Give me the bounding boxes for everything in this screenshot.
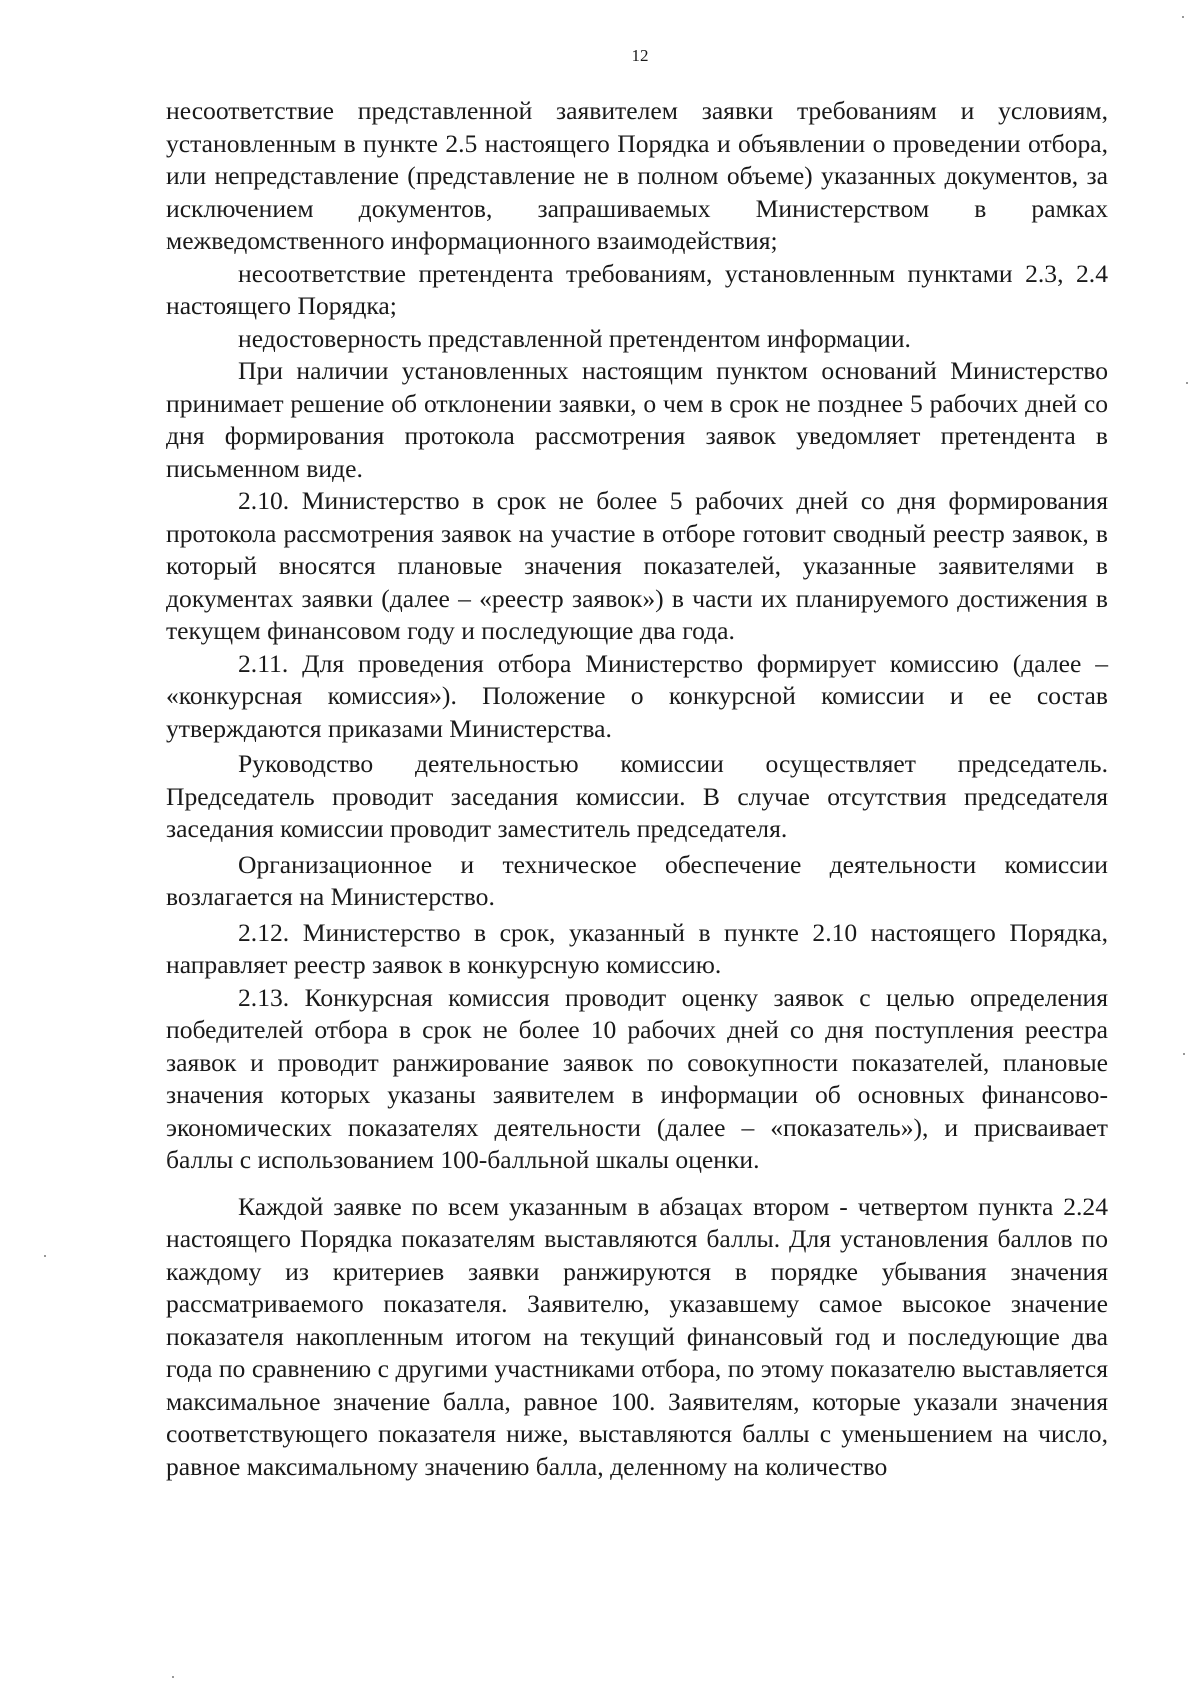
paragraph-support: Организационное и техническое обеспечение деятельности комиссии возлагается на Министерство. <box>166 849 1108 911</box>
paragraph-unreliability: недостоверность представленной претендентом информации. <box>238 323 911 353</box>
scan-speck <box>1182 16 1184 18</box>
paragraph-chairman: Руководство деятельностью комиссии осуществляет председатель. Председатель проводит заседания комиссии. В случае отсутствия председателя заседания комиссии проводит заместитель председателя. <box>166 749 1108 843</box>
scan-speck <box>172 1676 174 1678</box>
paragraph-rejection: При наличии установленных настоящим пунктом оснований Министерство принимает решение об отклонении заявки, о чем в срок не позднее 5 рабочих дней со дня формирования протокола рассмотрения заявок уведомляет претендента в письменном виде. <box>166 356 1108 483</box>
paragraph-nonconformity-application: несоответствие представленной заявителем заявки требованиям и условиям, установленным в пункте 2.5 настоящего Порядка и объявлении о проведении отбора, или непредставление (представление не в полном объеме) указанных документов, за исключением документов, запрашиваемых Министерством в рамках межведомственного информационного взаимодействия; <box>166 96 1108 255</box>
paragraph-scoring: Каждой заявке по всем указанным в абзацах втором - четвертом пункта 2.24 настоящего Порядка показателям выставляются баллы. Для установления баллов по каждому из критериев заявки ранжируются в порядке убывания значения рассматриваемого показателя. Заявителю, указавшему самое высокое значение показателя накопленным итогом на текущий финансовый год и последующие два года по сравнению с другими участниками отбора, по этому показателю выставляется максимальное значение балла, равное 100. Заявителям, которые указали значения соответствующего показателя ниже, выставляются баллы с уменьшением на число, равное максимальному значению балла, деленному на количество <box>166 1191 1108 1481</box>
page-number: 12 <box>631 46 649 65</box>
paragraph-2-13: 2.13. Конкурсная комиссия проводит оценку заявок с целью определения победителей отбора в срок не более 10 рабочих дней со дня поступления реестра заявок и проводит ранжирование заявок по совокупности показателей, плановые значения которых указаны заявителем в информации об основных финансово-экономических показателях деятельности (далее – «показатель»), и присваивает баллы с использованием 100-балльной шкалы оценки. <box>166 982 1108 1174</box>
paragraph-nonconformity-applicant: несоответствие претендента требованиям, установленным пунктами 2.3, 2.4 настоящего Порядка; <box>166 258 1108 320</box>
scan-speck <box>1186 382 1188 384</box>
paragraph-2-10: 2.10. Министерство в срок не более 5 рабочих дней со дня формирования протокола рассмотрения заявок на участие в отборе готовит сводный реестр заявок, в который вносятся плановые значения показателей, указанные заявителями в документах заявки (далее – «реестр заявок») в части их планируемого достижения в текущем финансовом году и последующие два года. <box>166 486 1108 645</box>
scan-speck <box>44 1255 46 1257</box>
paragraph-2-12: 2.12. Министерство в срок, указанный в пункте 2.10 настоящего Порядка, направляет реестр заявок в конкурсную комиссию. <box>166 917 1108 979</box>
scan-speck <box>1183 1053 1185 1055</box>
paragraph-2-11: 2.11. Для проведения отбора Министерство формирует комиссию (далее – «конкурсная комиссия»). Положение о конкурсной комиссии и ее состав утверждаются приказами Министерства. <box>166 648 1108 743</box>
document-body <box>166 95 1108 1483</box>
